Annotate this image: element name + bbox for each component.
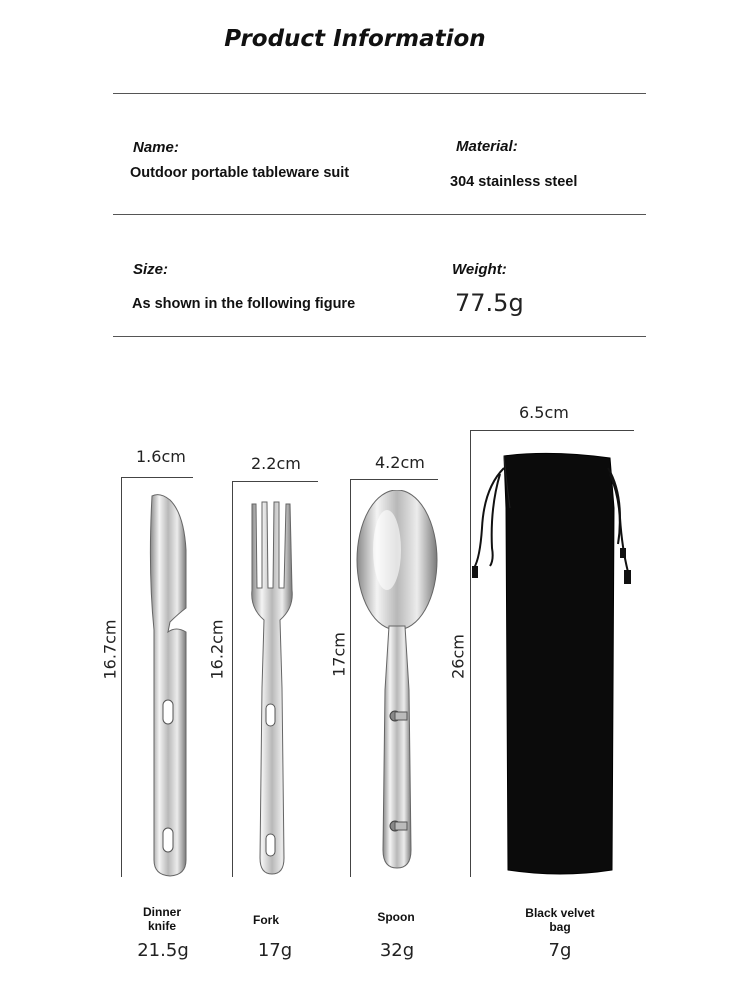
spoon-length: 17cm xyxy=(329,632,349,677)
fork-width-line xyxy=(232,481,318,482)
fork-width: 2.2cm xyxy=(251,454,301,473)
name-value: Outdoor portable tableware suit xyxy=(130,165,350,181)
divider-bottom xyxy=(113,336,646,337)
knife-weight: 21.5g xyxy=(137,940,189,961)
knife-length-line xyxy=(121,477,122,877)
knife-length: 16.7cm xyxy=(100,619,120,680)
bag-width: 6.5cm xyxy=(519,403,569,422)
spoon-weight: 32g xyxy=(379,940,415,961)
divider-top xyxy=(113,93,646,94)
spoon-width-line xyxy=(350,479,438,480)
page-title: Product Information xyxy=(224,26,486,52)
bag-name: Black velvet bag xyxy=(525,906,595,934)
weight-label: Weight: xyxy=(452,261,507,278)
fork-length-line xyxy=(232,481,233,877)
spoon-length-line xyxy=(350,479,351,877)
divider-middle xyxy=(113,214,646,215)
spoon-icon xyxy=(355,490,445,880)
knife-width: 1.6cm xyxy=(136,447,186,466)
knife-name: Dinner knife xyxy=(142,905,181,933)
velvet-bag-icon xyxy=(470,448,640,880)
name-label: Name: xyxy=(133,139,179,156)
size-label: Size: xyxy=(133,261,169,278)
spoon-width: 4.2cm xyxy=(375,453,425,472)
spoon-name: Spoon xyxy=(377,910,415,924)
size-value: As shown in the following figure xyxy=(132,296,356,312)
bag-length: 26cm xyxy=(448,634,468,679)
bag-width-line xyxy=(470,430,634,431)
total-weight: 77.5g xyxy=(455,289,524,317)
fork-icon xyxy=(248,498,308,878)
knife-width-line xyxy=(121,477,193,478)
material-value: 304 stainless steel xyxy=(450,174,578,190)
knife-icon xyxy=(140,490,200,880)
material-label: Material: xyxy=(456,138,518,155)
fork-weight: 17g xyxy=(257,940,293,961)
bag-weight: 7g xyxy=(548,940,572,961)
fork-length: 16.2cm xyxy=(207,619,227,680)
fork-name: Fork xyxy=(252,913,279,927)
